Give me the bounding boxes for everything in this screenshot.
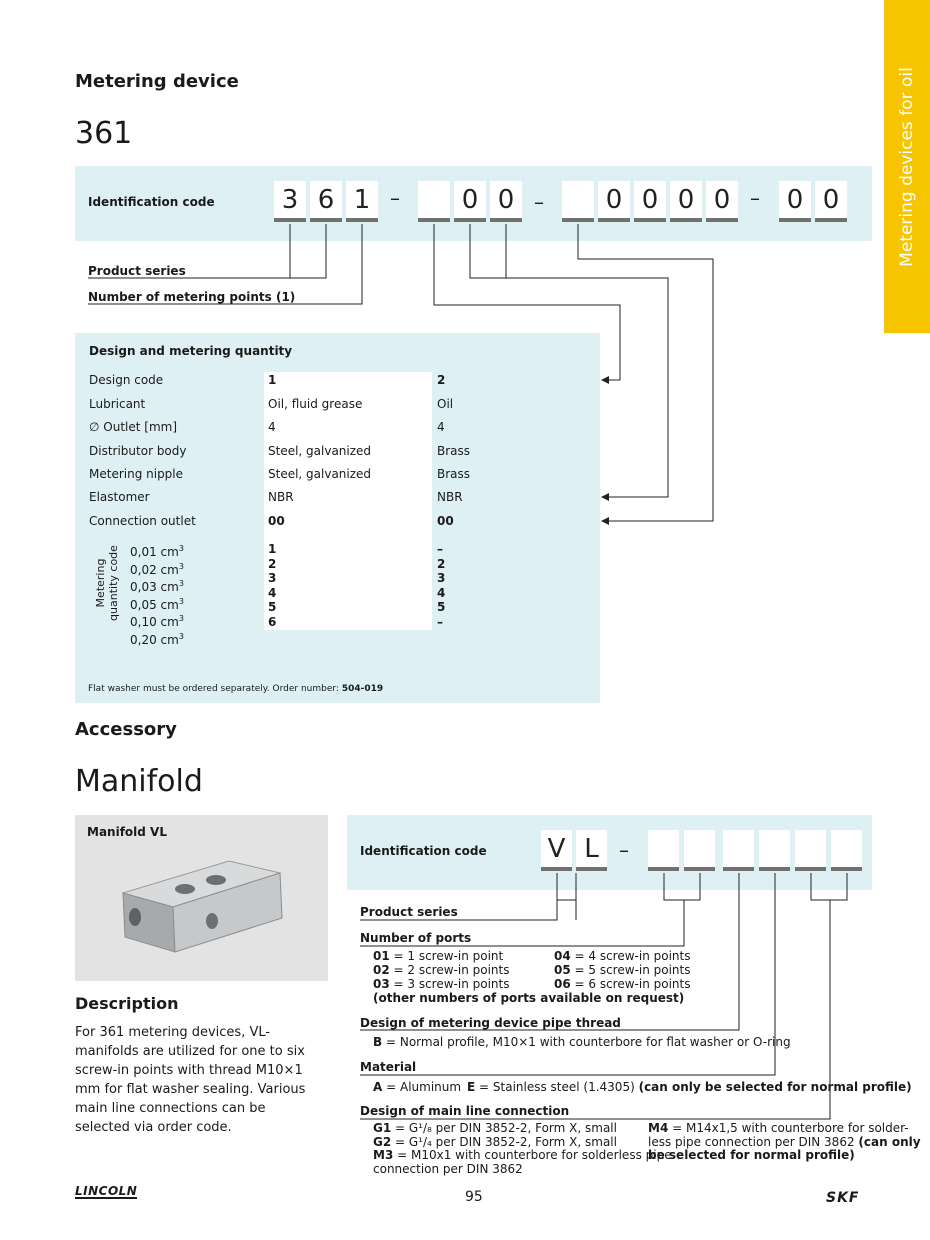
- code-dash: –: [750, 186, 760, 210]
- row-value-1: 4: [268, 420, 276, 434]
- code-box: V: [541, 830, 572, 868]
- page-number: 95: [465, 1189, 483, 1205]
- row-value-2: 4: [437, 420, 445, 434]
- mq-value: 0,20 $cm^3$: [130, 631, 184, 647]
- row-value-2: NBR: [437, 490, 463, 504]
- id-code-label: Identification code: [88, 195, 215, 209]
- flat-washer-note: Flat washer must be ordered separately. Order number: 504-019: [88, 684, 384, 694]
- row-label: Lubricant: [89, 397, 146, 411]
- row-value-1: 00: [268, 514, 285, 528]
- row-value-1: NBR: [268, 490, 294, 504]
- code-box: 0: [779, 181, 811, 219]
- section-heading-accessory: Accessory: [75, 719, 177, 740]
- mq-code-column-1: 1 2 3 4 5 6: [268, 542, 277, 629]
- row-value-1: Steel, galvanized: [268, 444, 372, 458]
- row-value-2: Brass: [437, 444, 471, 458]
- metering-quantity-label: Metering quantity code: [94, 545, 120, 621]
- row-label: Distributor body: [89, 444, 187, 458]
- code-box: [648, 830, 679, 868]
- main-line-options-2: M4 = M14x1,5 with counterbore for solder- less pipe connection per DIN 3862 (can only be selected for normal profile): [648, 1121, 921, 1162]
- code-dash: –: [619, 838, 629, 862]
- lincoln-logo: LINCOLN: [75, 1184, 138, 1198]
- ports-list-2: 04 = 4 screw-in points 05 = 5 screw-in points 06 = 6 screw-in points: [554, 949, 691, 991]
- code-dash: –: [390, 186, 400, 210]
- ports-note: (other numbers of ports available on request): [373, 991, 685, 1005]
- mq-values-column: [130, 542, 184, 648]
- material-option-e: E = Stainless steel (1.4305) (can only be selected for normal profile): [467, 1080, 912, 1094]
- metering-points-label: Number of metering points (1): [88, 290, 296, 304]
- side-tab: [884, 0, 930, 333]
- code-box: 1: [346, 181, 378, 219]
- manifold-image-panel: [75, 815, 328, 981]
- code-box: [418, 181, 450, 219]
- row-value-2: 2: [437, 373, 446, 387]
- code-box: [759, 830, 790, 868]
- row-value-2: Brass: [437, 467, 471, 481]
- main-line-heading: Design of main line connection: [360, 1104, 570, 1118]
- mq-code-column-2: – 2 3 4 5 –: [437, 542, 446, 629]
- code-box: 0: [706, 181, 738, 219]
- description-text: For 361 metering devices, VL-manifolds are utilized for one to six screw-in points with thread M10×1 mm for flat washer sealing. Various main line connections can be selected via order code.: [75, 1025, 306, 1135]
- row-value-1: Oil, fluid grease: [268, 397, 363, 411]
- row-label: Design code: [89, 373, 164, 387]
- code-box: [684, 830, 715, 868]
- code-box: 0: [598, 181, 630, 219]
- code-box: 0: [454, 181, 486, 219]
- code-box: L: [576, 830, 607, 868]
- row-value-2: Oil: [437, 397, 454, 411]
- code-box: 0: [490, 181, 522, 219]
- row-value-1: Steel, galvanized: [268, 467, 372, 481]
- side-tab-label: Metering devices for oil: [897, 66, 917, 267]
- mq-value: 0,01 $cm^3$: [130, 544, 184, 559]
- main-line-options-1: G1 = G¹/₈ per DIN 3852-2, Form X, small G2 = G¹/₄ per DIN 3852-2, Form X, small M3 = M10x1 with counterbore for solderless pipe connection per DIN 3862: [373, 1121, 672, 1176]
- manifold-image-caption: Manifold VL: [87, 825, 167, 839]
- section-heading-metering: Metering device: [75, 71, 239, 92]
- code-box: [723, 830, 754, 868]
- ports-list-1: 01 = 1 screw-in point 02 = 2 screw-in points 03 = 3 screw-in points: [373, 949, 510, 991]
- page-title-manifold: Manifold: [75, 764, 203, 799]
- row-label: Elastomer: [89, 490, 150, 504]
- code-box: 6: [310, 181, 342, 219]
- page-title-361: 361: [75, 116, 133, 151]
- code-box: 3: [274, 181, 306, 219]
- description-heading: Description: [75, 994, 179, 1013]
- code-box: [831, 830, 862, 868]
- row-label: ∅ Outlet [mm]: [89, 420, 178, 434]
- mq-value: 0,02 $cm^3$: [130, 561, 184, 577]
- row-label: Metering nipple: [89, 467, 184, 481]
- row-label: Connection outlet: [89, 514, 196, 528]
- thread-heading: Design of metering device pipe thread: [360, 1016, 621, 1030]
- row-value-1: 1: [268, 373, 277, 387]
- code-box: 0: [634, 181, 666, 219]
- code-box: 0: [670, 181, 702, 219]
- row-value-2: 00: [437, 514, 454, 528]
- material-heading: Material: [360, 1060, 417, 1074]
- mq-value: 0,03 $cm^3$: [130, 579, 184, 595]
- manifold-product-series: Product series: [360, 905, 458, 919]
- skf-logo: SKF: [826, 1190, 860, 1206]
- mq-value: 0,05 $cm^3$: [130, 596, 184, 612]
- product-series-label: Product series: [88, 264, 186, 278]
- id-code-label-manifold: Identification code: [360, 844, 487, 858]
- design-table-title: Design and metering quantity: [89, 344, 293, 358]
- mq-value: 0,10 $cm^3$: [130, 614, 184, 630]
- thread-option: B = Normal profile, M10×1 with counterbore for flat washer or O-ring: [373, 1035, 791, 1049]
- code-box: 0: [815, 181, 847, 219]
- code-dash: –: [534, 190, 544, 214]
- code-box: [795, 830, 826, 868]
- ports-heading: Number of ports: [360, 931, 472, 945]
- code-box: [562, 181, 594, 219]
- manifold-block-image: [75, 815, 328, 981]
- material-option-a: A = Aluminum: [373, 1080, 462, 1094]
